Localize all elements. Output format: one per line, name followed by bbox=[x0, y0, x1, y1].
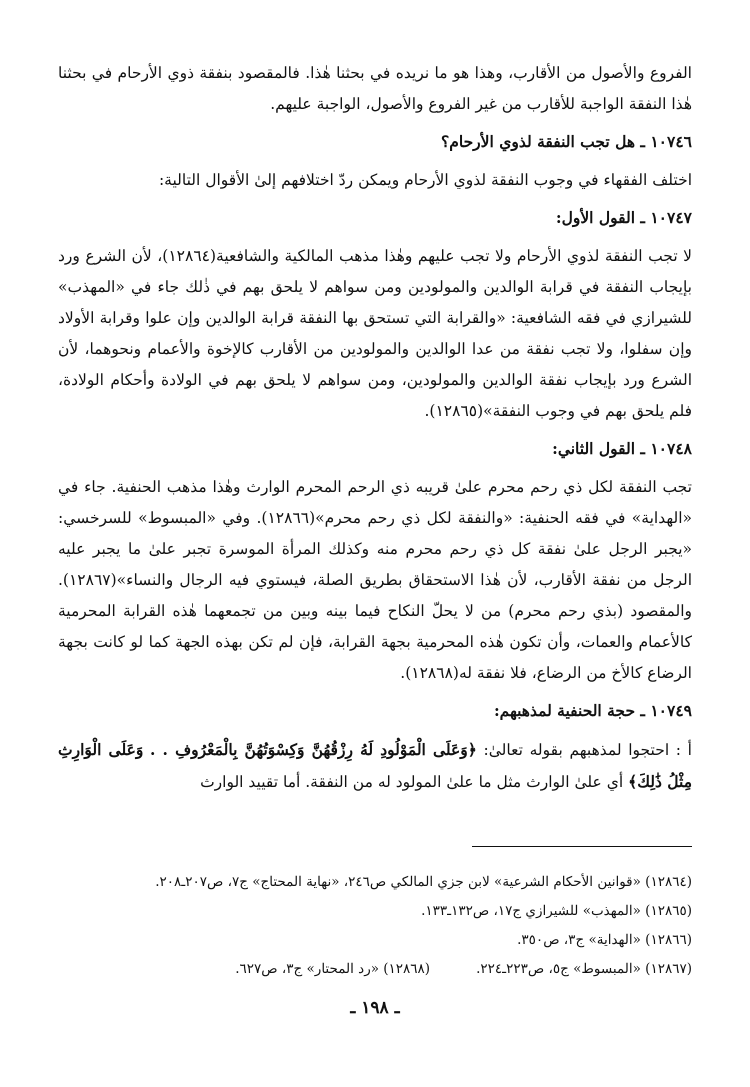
section-heading-10749: ١٠٧٤٩ ـ حجة الحنفية لمذهبهم: bbox=[493, 701, 692, 720]
paragraph-first-opinion: لا تجب النفقة لذوي الأرحام ولا تجب عليهم وهٰذا مذهب المالكية والشافعية(١٢٨٦٤)، لأن الشرع ورد بإيجاب النفقة في قرابة الوالدين والمولودين ومن سواهم لا يلحق بهم في ذٰلك جاء في «المهذب» للشيرازي في فقه الشافعية: «والقرابة التي تستحق بها النفقة قرابة الوالدين وإن علوا وقرابة الأولاد وإن سفلوا، ولا تجب نفقة من عدا الوالدين والمولودين من الأقارب كالإخوة والأعمام ونحوهما، لأن الشرع ورد بإيجاب نفقة الوالدين والمولودين، ومن سواهم لا يلحق بهم في الولادة وأحكام الولادة، فلم يلحق بهم في وجوب النفقة»(١٢٨٦٥). bbox=[58, 247, 692, 420]
footnote-12865: (١٢٨٦٥) «المهذب» للشيرازي ج١٧، ص١٣٢ـ١٣٣. bbox=[421, 903, 692, 919]
footnote-12864: (١٢٨٦٤) «قوانين الأحكام الشرعية» لابن جزي المالكي ص٢٤٦، «نهاية المحتاج» ج٧، ص٢٠٧ـ٢٠٨. bbox=[155, 874, 692, 890]
paragraph-intro: الفروع والأصول من الأقارب، وهذا هو ما نريده في بحثنا هٰذا. فالمقصود بنفقة ذوي الأرحام في بحثنا هٰذا النفقة الواجبة للأقارب من غير الفروع والأصول، الواجبة عليهم. bbox=[58, 64, 692, 113]
paragraph-second-opinion: تجب النفقة لكل ذي رحم محرم علىٰ قريبه ذي الرحم المحرم الوارث وهٰذا مذهب الحنفية. جاء في «الهداية» في فقه الحنفية: «والنفقة لكل ذي رحم محرم»(١٢٨٦٦). وفي «المبسوط» للسرخسي: «يجبر الرجل علىٰ نفقة كل ذي رحم محرم منه وكذلك المرأة الموسرة تجبر علىٰ ما يجبر عليه الرجل من نفقة الأقارب، لأن هٰذا الاستحقاق بطريق الصلة، فيستوي فيه الرجال والنساء»(١٢٨٦٧). والمقصود (بذي رحم محرم) من لا يحلّ النكاح فيما بينه وبين من تجمعهما هٰذه القرابة المحرمية كالأعمام والعمات، وأن تكون هٰذه المحرمية بجهة القرابة، فإن لم تكن بهذه الجهة كما لو كانت بجهة الرضاع كالأخ من الرضاع، فلا نفقة له(١٢٨٦٨). bbox=[58, 478, 693, 682]
section-heading-10748: ١٠٧٤٨ ـ القول الثاني: bbox=[552, 439, 692, 458]
footnote-12868: (١٢٨٦٨) «رد المحتار» ج٣، ص٦٢٧. bbox=[235, 961, 431, 977]
footnote-row bbox=[58, 955, 692, 984]
paragraph-disagreement: اختلف الفقهاء في وجوب النفقة لذوي الأرحام ويمكن ردّ اختلافهم إلىٰ الأقوال التالية: bbox=[158, 171, 692, 189]
footnotes bbox=[58, 868, 692, 984]
footnote-12867: (١٢٨٦٧) «المبسوط» ج٥، ص٢٢٣ـ٢٢٤. bbox=[476, 961, 692, 977]
footnote-12866: (١٢٨٦٦) «الهداية» ج٣، ص٣٥٠. bbox=[517, 932, 692, 948]
section-heading-10746: ١٠٧٤٦ ـ هل تجب النفقة لذوي الأرحام؟ bbox=[441, 132, 692, 151]
quran-verse-part2: وَعَلَى الْوَارِثِ مِثْلُ ذَٰلِكَ﴾ bbox=[58, 740, 692, 791]
quran-verse-part1: ﴿وَعَلَى الْمَوْلُودِ لَهُ رِزْقُهُنَّ وَكِسْوَتُهُنَّ بِالْمَعْرُوفِ . . bbox=[150, 740, 477, 759]
evidence-tail: أي علىٰ الوارث مثل ما علىٰ المولود له من النفقة. أما تقييد الوارث bbox=[200, 773, 629, 791]
evidence-lead: أ : احتجوا لمذهبهم بقوله تعالىٰ: bbox=[476, 741, 692, 759]
paragraph-evidence bbox=[58, 734, 692, 798]
section-heading-10747: ١٠٧٤٧ ـ القول الأول: bbox=[555, 208, 692, 227]
page-number: ـ ١٩٨ ـ bbox=[350, 998, 400, 1018]
footnote-divider bbox=[472, 846, 692, 847]
